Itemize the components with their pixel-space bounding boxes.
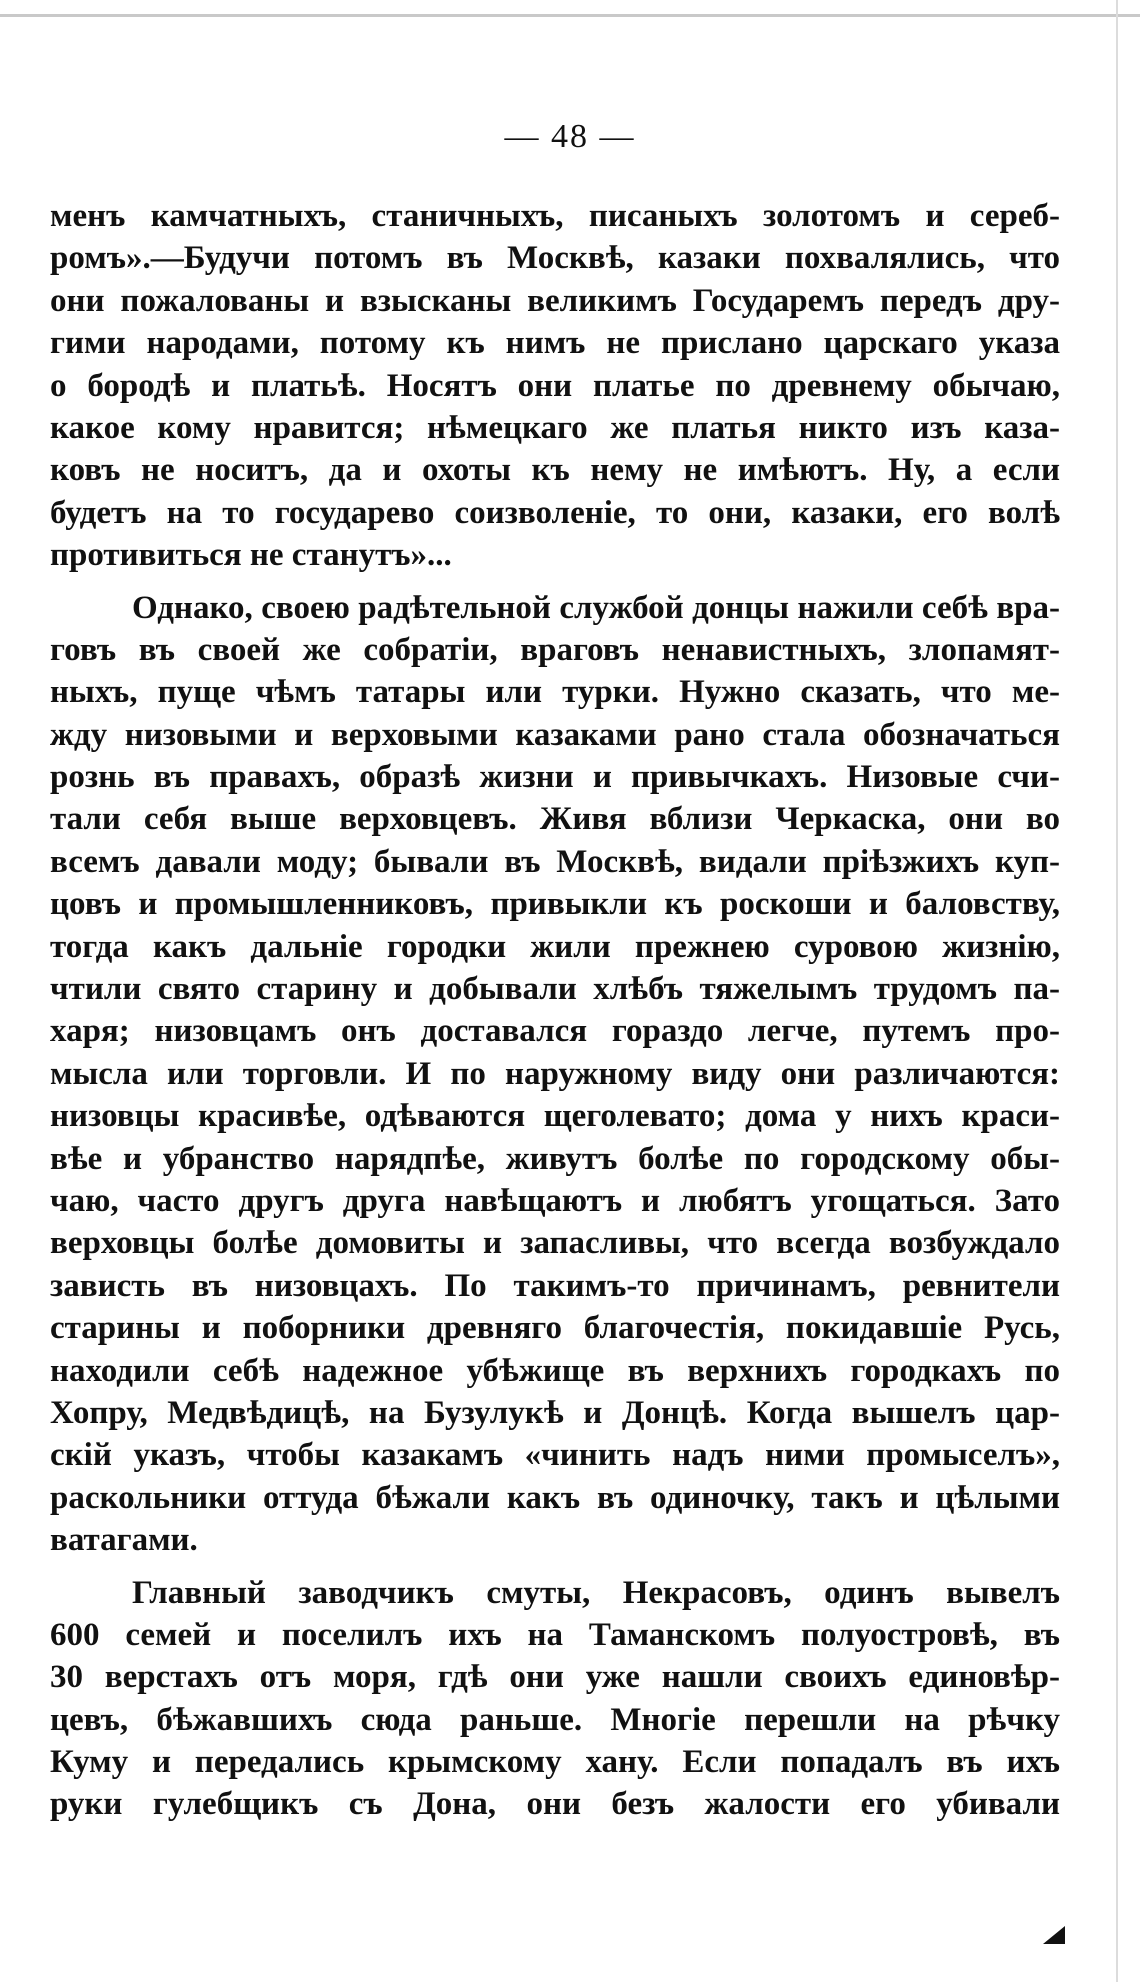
text-line: 30 верстахъ отъ моря, гдѣ они уже нашли своихъ единовѣр- — [50, 1659, 1060, 1696]
text-line: находили себѣ надежное убѣжище въ верхнихъ городкахъ по — [50, 1352, 1060, 1389]
text-line: харя; низовцамъ онъ доставался гораздо легче, путемъ про- — [50, 1013, 1060, 1050]
text-line: о бородѣ и платьѣ. Носятъ они платье по древнему обычаю, — [50, 367, 1060, 404]
text-line: тали себя выше верховцевъ. Живя вблизи Черкаска, они во — [50, 801, 1060, 838]
scan-top-edge — [0, 14, 1140, 17]
text-line: тогда какъ дальніе городки жили прежнею суровою жизнію, — [50, 928, 1060, 965]
text-line: чтили свято старину и добывали хлѣбъ тяжелымъ трудомъ па- — [50, 971, 1060, 1008]
text-line: рознь въ правахъ, образѣ жизни и привычкахъ. Низовые счи- — [50, 759, 1060, 796]
print-mark-icon — [1043, 1926, 1065, 1944]
text-line: мысла или торговли. И по наружному виду они различаются: — [50, 1055, 1060, 1092]
text-line: Однако, своею радѣтельной службой донцы нажили себѣ вра- — [132, 589, 1060, 626]
text-line: руки гулебщикъ съ Дона, они безъ жалости его убивали — [50, 1786, 1060, 1823]
text-line: Куму и передались крымскому хану. Если попадалъ въ ихъ — [50, 1744, 1060, 1781]
text-line: говъ въ своей же собратіи, враговъ ненавистныхъ, злопамят- — [50, 631, 1060, 668]
text-line: низовцы красивѣе, одѣваются щеголевато; дома у нихъ краси- — [50, 1098, 1060, 1135]
text-line: гими народами, потому къ нимъ не прислано царскаго указа — [50, 325, 1060, 362]
text-line: старины и поборники древняго благочестія, покидавшіе Русь, — [50, 1310, 1060, 1347]
text-line: противиться не станутъ»... — [50, 537, 452, 574]
text-line: 600 семей и поселилъ ихъ на Таманскомъ полуостровѣ, въ — [50, 1616, 1060, 1653]
text-line: чаю, часто другъ друга навѣщаютъ и любятъ угощаться. Зато — [50, 1182, 1060, 1219]
text-line: ватагами. — [50, 1522, 198, 1559]
text-line: верховцы болѣе домовиты и запасливы, что всегда возбуждало — [50, 1225, 1060, 1262]
text-line: какое кому нравится; нѣмецкаго же платья никто изъ каза- — [50, 409, 1060, 446]
paragraph-1 — [50, 195, 1060, 577]
text-line: жду низовыми и верховыми казаками рано стала обозначаться — [50, 716, 1060, 753]
text-line: ныхъ, пуще чѣмъ татары или турки. Нужно сказать, что ме- — [50, 674, 1060, 711]
text-line: раскольники оттуда бѣжали какъ въ одиночку, такъ и цѣлыми — [50, 1479, 1060, 1516]
text-line: менъ камчатныхъ, станичныхъ, писаныхъ золотомъ и сереб- — [50, 198, 1060, 234]
text-line: цевъ, бѣжавшихъ сюда раньше. Многіе перешли на рѣчку — [50, 1701, 1060, 1738]
text-line: Главный заводчикъ смуты, Некрасовъ, одинъ вывелъ — [132, 1574, 1060, 1611]
text-line: цовъ и промышленниковъ, привыкли къ роскоши и баловству, — [50, 886, 1060, 923]
text-line: ромъ».—Будучи потомъ въ Москвѣ, казаки похвалялись, что — [50, 240, 1060, 277]
text-line: они пожалованы и взысканы великимъ Государемъ передъ дру- — [50, 282, 1060, 319]
text-line: ковъ не носитъ, да и охоты къ нему не имѣютъ. Ну, а если — [50, 452, 1060, 489]
paragraph-3 — [50, 1572, 1060, 1826]
text-line: всемъ давали моду; бывали въ Москвѣ, видали пріѣзжихъ куп- — [50, 843, 1060, 880]
text-line: скій указъ, чтобы казакамъ «чинить надъ ними промыселъ», — [50, 1437, 1060, 1474]
scan-right-edge — [1116, 0, 1118, 1982]
paragraph-2 — [50, 587, 1060, 1562]
text-line: вѣе и убранство нарядпѣе, живутъ болѣе по городскому обы- — [50, 1140, 1060, 1177]
body-text — [50, 195, 1060, 1826]
text-line: Хопру, Медвѣдицѣ, на Бузулукѣ и Донцѣ. Когда вышелъ цар- — [50, 1394, 1060, 1431]
text-line: будетъ на то государево соизволеніе, то они, казаки, его волѣ — [50, 494, 1060, 531]
page-number: — 48 — — [504, 118, 636, 155]
text-line: зависть въ низовцахъ. По такимъ-то причинамъ, ревнители — [50, 1267, 1060, 1304]
